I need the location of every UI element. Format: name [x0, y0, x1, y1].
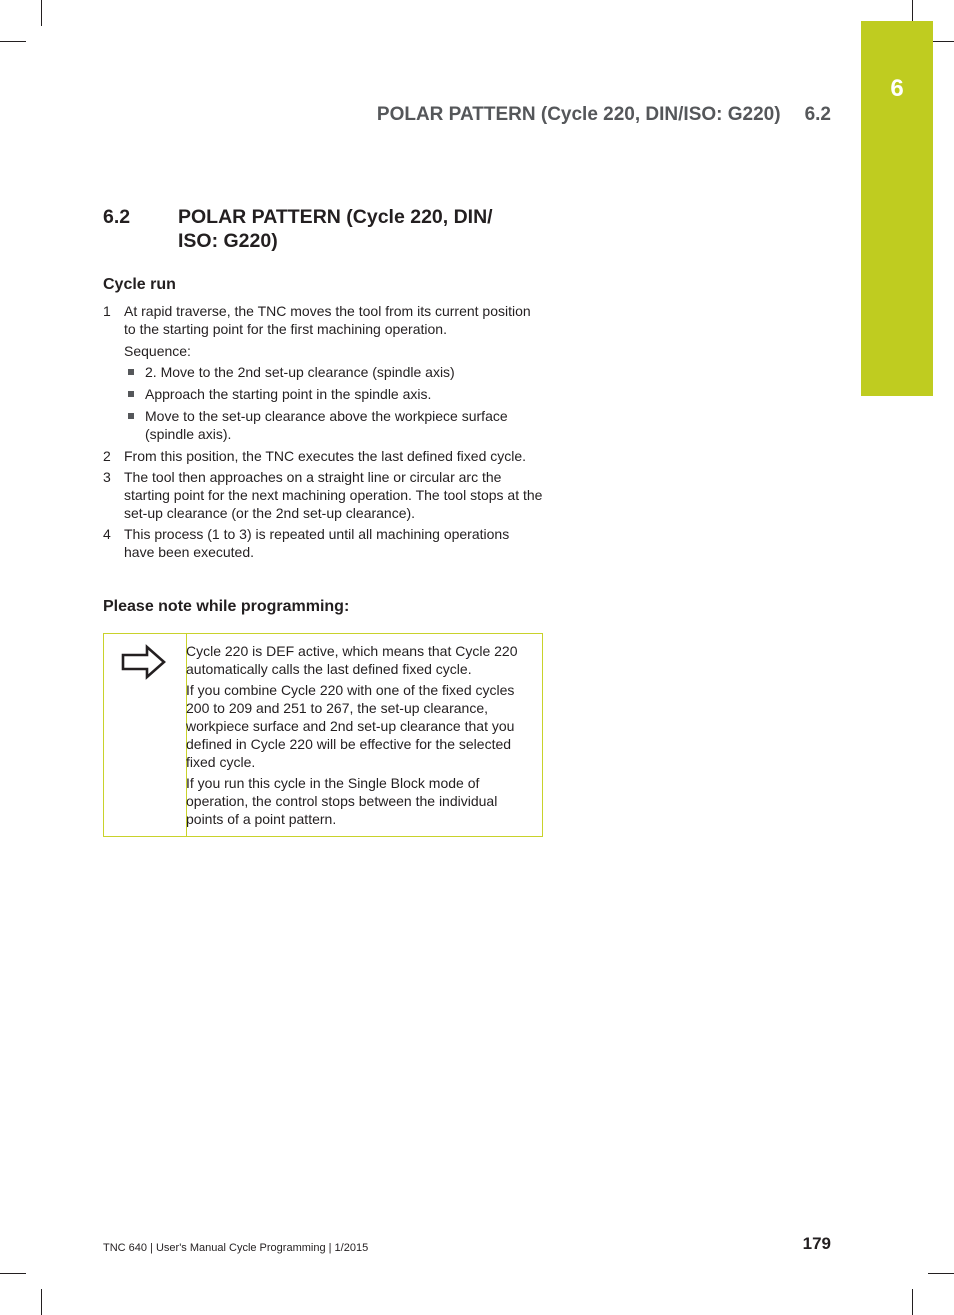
- sequence-label: Sequence:: [124, 343, 191, 359]
- crop-mark: [0, 1273, 26, 1274]
- arrow-right-icon: [121, 644, 167, 680]
- list-item: 4 This process (1 to 3) is repeated until all machining operations have been executed.: [103, 526, 510, 560]
- list-item: 3 The tool then approaches on a straight line or circular arc the starting point for the next machining operation. The tool stops at the set-up clearance (or the 2nd set-up clearance).: [103, 469, 543, 521]
- sequence-list: [124, 363, 543, 443]
- running-head-number: 6.2: [804, 104, 831, 125]
- page-number: 179: [802, 1234, 831, 1253]
- crop-mark: [41, 0, 42, 26]
- cycle-run-heading: Cycle run: [103, 276, 176, 293]
- crop-mark: [41, 1289, 42, 1315]
- chapter-tab: [861, 21, 933, 396]
- list-item: Move to the set-up clearance above the workpiece surface (spindle axis).: [124, 407, 543, 443]
- note-paragraph: If you run this cycle in the Single Block mode of operation, the control stops between the individual points of a point pattern.: [186, 775, 498, 827]
- bullet-icon: [128, 413, 134, 419]
- bullet-icon: [128, 369, 134, 375]
- cycle-run-steps: [103, 302, 543, 564]
- running-head-title: POLAR PATTERN (Cycle 220, DIN/ISO: G220): [376, 104, 781, 125]
- bullet-icon: [128, 391, 134, 397]
- list-item: Approach the starting point in the spindle axis.: [124, 385, 543, 403]
- section-number: 6.2: [103, 206, 131, 228]
- running-head: [377, 104, 831, 126]
- note-paragraph: If you combine Cycle 220 with one of the fixed cycles 200 to 209 and 251 to 267, the set-up clearance, workpiece surface and 2nd set-up clearance that you defined in Cycle 220 will be effective for the selected fixed cycle.: [186, 682, 515, 770]
- crop-mark: [0, 41, 26, 42]
- list-item: 1 At rapid traverse, the TNC moves the tool from its current position to the starting point for the first machining operation. Sequence: 2. Move to the 2nd set-up clearance (spindle axis) Approach the starting point in the spindle axis. Move to the set-up clearance above the workpiece surface (spindle axis).: [103, 302, 543, 443]
- crop-mark: [928, 1273, 954, 1274]
- footer-text: TNC 640 | User's Manual Cycle Programming | 1/2015: [103, 1242, 369, 1254]
- note-box: [103, 633, 543, 837]
- chapter-number: 6: [890, 75, 904, 102]
- note-body: [186, 642, 536, 831]
- section-title: [103, 205, 533, 253]
- section-heading: POLAR PATTERN (Cycle 220, DIN/ ISO: G220): [178, 206, 493, 252]
- crop-mark: [912, 1289, 913, 1315]
- note-paragraph: Cycle 220 is DEF active, which means that Cycle 220 automatically calls the last defined fixed cycle.: [186, 643, 518, 677]
- list-item: 2 From this position, the TNC executes the last defined fixed cycle.: [103, 448, 527, 464]
- list-item: 2. Move to the 2nd set-up clearance (spindle axis): [124, 363, 543, 381]
- programming-note-heading: Please note while programming:: [103, 598, 350, 615]
